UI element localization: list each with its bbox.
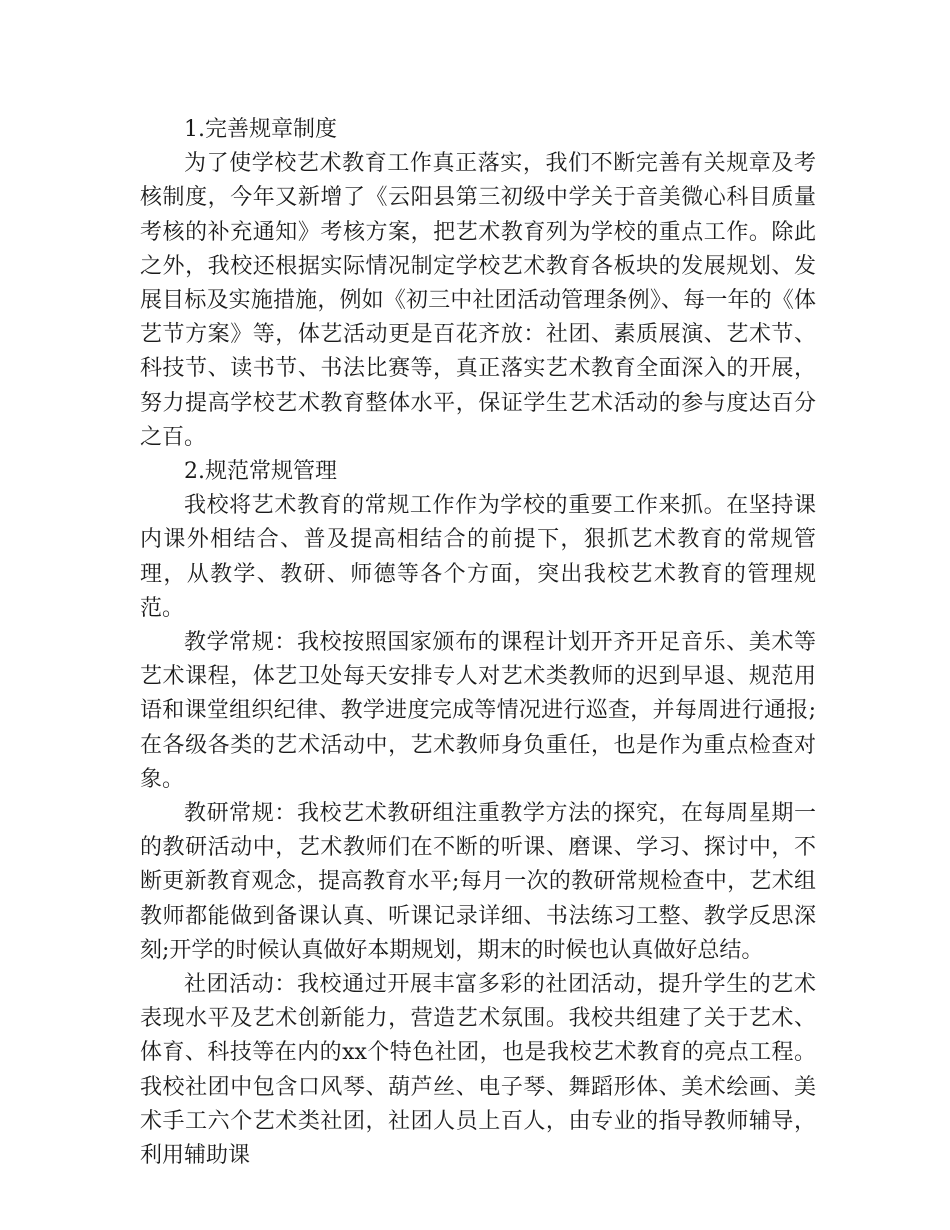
- body-paragraph: 为了使学校艺术教育工作真正落实，我们不断完善有关规章及考核制度，今年又新增了《云阳县第三初级中学关于音美微心科目质量考核的补充通知》考核方案，把艺术教育列为学校的重点工作。除此之外，我校还根据实际情况制定学校艺术教育各板块的发展规划、发展目标及实施措施，例如《初三中社团活动管理条例》、每一年的《体艺节方案》等，体艺活动更是百花齐放：社团、素质展演、艺术节、科技节、读书节、书法比赛等，真正落实艺术教育全面深入的开展，努力提高学校艺术教育整体水平，保证学生艺术活动的参与度达百分之百。: [140, 151, 816, 450]
- section-heading: 1.完善规章制度: [184, 117, 337, 142]
- section-heading: 2.规范常规管理: [184, 459, 337, 485]
- body-paragraph: 社团活动：我校通过开展丰富多彩的社团活动，提升学生的艺术表现水平及艺术创新能力，营造艺术氛围。我校共组建了关于艺术、体育、科技等在内的xx个特色社团，也是我校艺术教育的亮点工程。我校社团中包含口风琴、葫芦丝、电子琴、舞蹈形体、美术绘画、美术手工六个艺术类社团，社团人员上百人，由专业的指导教师辅导，利用辅助课: [140, 972, 816, 1169]
- body-paragraph: 教研常规：我校艺术教研组注重教学方法的探究，在每周星期一的教研活动中，艺术教师们在不断的听课、磨课、学习、探讨中，不断更新教育观念，提高教育水平;每月一次的教研常规检查中，艺术组教师都能做到备课认真、听课记录详细、书法练习工整、教学反思深刻;开学的时候认真做好本期规划，期末的时候也认真做好总结。: [140, 801, 816, 963]
- body-paragraph: 我校将艺术教育的常规工作作为学校的重要工作来抓。在坚持课内课外相结合、普及提高相结合的前提下，狠抓艺术教育的常规管理，从教学、教研、师德等各个方面，突出我校艺术教育的管理规范。: [140, 493, 816, 621]
- document-page: [140, 113, 816, 1173]
- body-paragraph: 教学常规：我校按照国家颁布的课程计划开齐开足音乐、美术等艺术课程，体艺卫处每天安排专人对艺术类教师的迟到早退、规范用语和课堂组织纪律、教学进度完成等情况进行巡查，并每周进行通报;在各级各类的艺术活动中，艺术教师身负重任，也是作为重点检查对象。: [140, 630, 816, 792]
